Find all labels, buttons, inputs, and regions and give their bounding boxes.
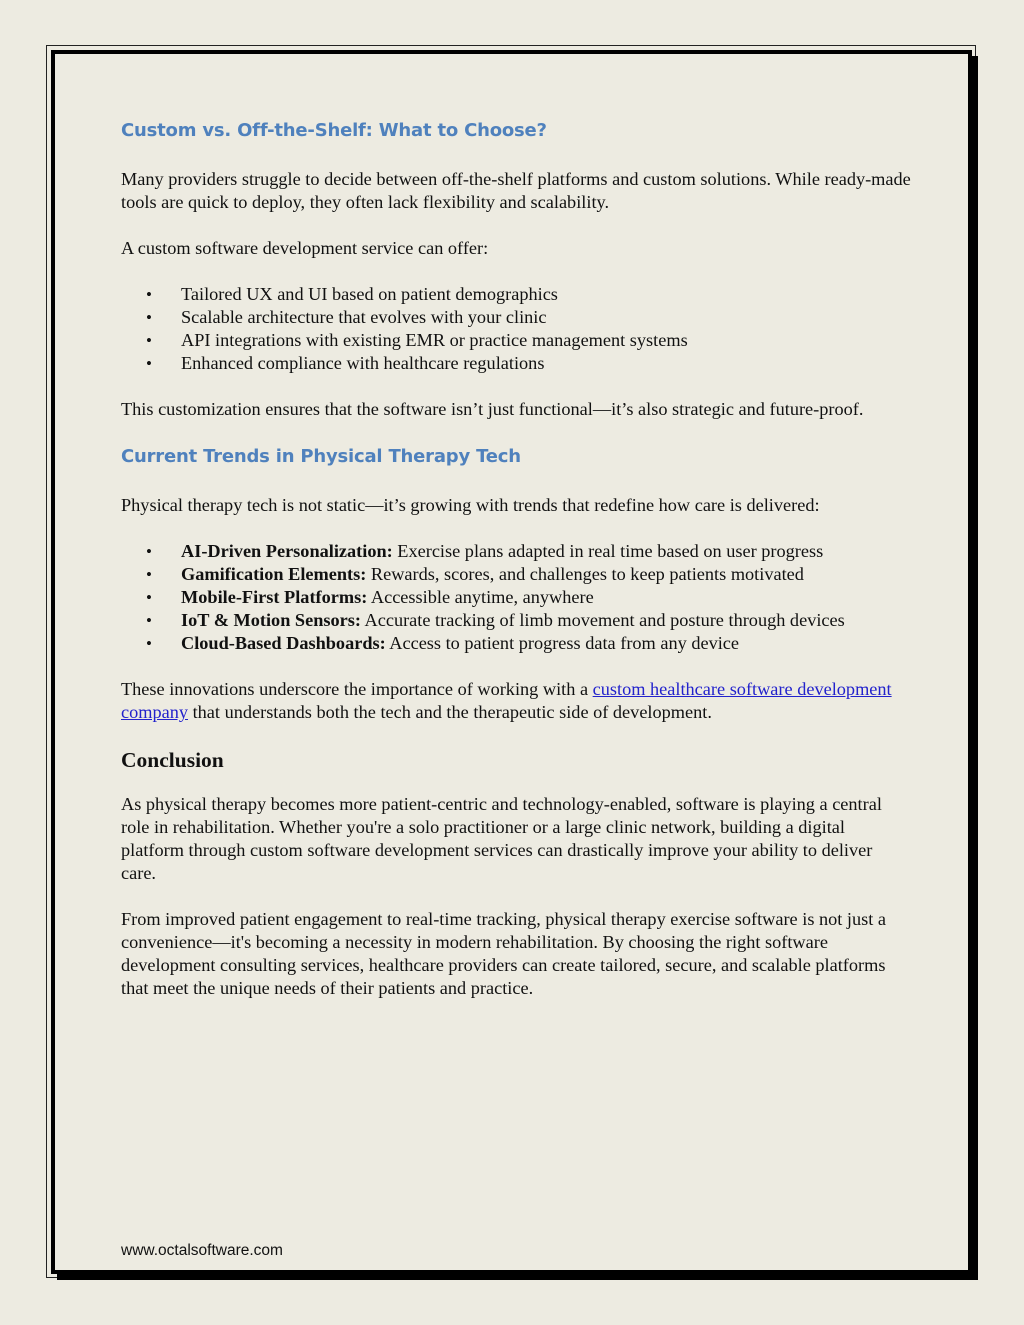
footer-url: www.octalsoftware.com	[121, 1242, 283, 1259]
trend-label: Gamification Elements:	[181, 564, 367, 584]
trend-label: IoT & Motion Sensors:	[181, 610, 361, 630]
list-item: • Enhanced compliance with healthcare regulations	[181, 352, 911, 375]
list-item	[181, 540, 911, 563]
heading-custom-vs-off-the-shelf: Custom vs. Off-the-Shelf: What to Choose?	[121, 120, 547, 141]
paragraph-trends-intro: Physical therapy tech is not static—it’s growing with trends that redefine how care is delivered:	[121, 495, 820, 515]
list-item	[181, 632, 911, 655]
list-item	[181, 563, 911, 586]
paragraph-custom-service-offer: A custom software development service can offer:	[121, 238, 489, 258]
innovations-text-before: These innovations underscore the importance of working with a	[121, 679, 593, 699]
trend-text: Exercise plans adapted in real time based on user progress	[392, 541, 824, 561]
paragraph-innovations	[121, 678, 911, 724]
trend-text: Accessible anytime, anywhere	[367, 587, 594, 607]
paragraph-providers-struggle: Many providers struggle to decide between off-the-shelf platforms and custom solutions. While ready-made tools are quick to deploy, they often lack flexibility and scalability.	[121, 169, 911, 212]
paragraph-customization-ensures: This customization ensures that the software isn’t just functional—it’s also strategic and future-proof.	[121, 399, 864, 419]
heading-current-trends: Current Trends in Physical Therapy Tech	[121, 446, 521, 467]
list-item: • Scalable architecture that evolves with your clinic	[181, 306, 911, 329]
trend-label: Mobile-First Platforms:	[181, 587, 368, 607]
list-item: • Tailored UX and UI based on patient demographics	[181, 283, 911, 306]
paragraph-conclusion-2: From improved patient engagement to real-time tracking, physical therapy exercise software is not just a convenience—it's becoming a necessity in modern rehabilitation. By choosing the right software development consulting services, healthcare providers can create tailored, secure, and scalable platforms that meet the unique needs of their patients and practice.	[121, 909, 887, 998]
trend-text: Accurate tracking of limb movement and posture through devices	[360, 610, 845, 630]
trend-text: Access to patient progress data from any device	[385, 633, 740, 653]
custom-healthcare-software-link[interactable]: custom healthcare software development company	[121, 679, 892, 722]
offer-list	[121, 283, 911, 375]
trend-text: Rewards, scores, and challenges to keep patients motivated	[366, 564, 804, 584]
list-item: • API integrations with existing EMR or practice management systems	[181, 329, 911, 352]
trend-label: Cloud-Based Dashboards:	[181, 633, 386, 653]
heading-conclusion: Conclusion	[121, 748, 224, 772]
trends-list	[121, 540, 911, 655]
paragraph-conclusion-1: As physical therapy becomes more patient-centric and technology-enabled, software is playing a central role in rehabilitation. Whether you're a solo practitioner or a large clinic network, building a digital platform through custom software development services can drastically improve your ability to deliver care.	[121, 794, 882, 883]
innovations-text-after: that understands both the tech and the therapeutic side of development.	[188, 702, 712, 722]
trend-label: AI-Driven Personalization:	[181, 541, 393, 561]
list-item	[181, 609, 911, 632]
document-body	[121, 118, 911, 1023]
list-item	[181, 586, 911, 609]
